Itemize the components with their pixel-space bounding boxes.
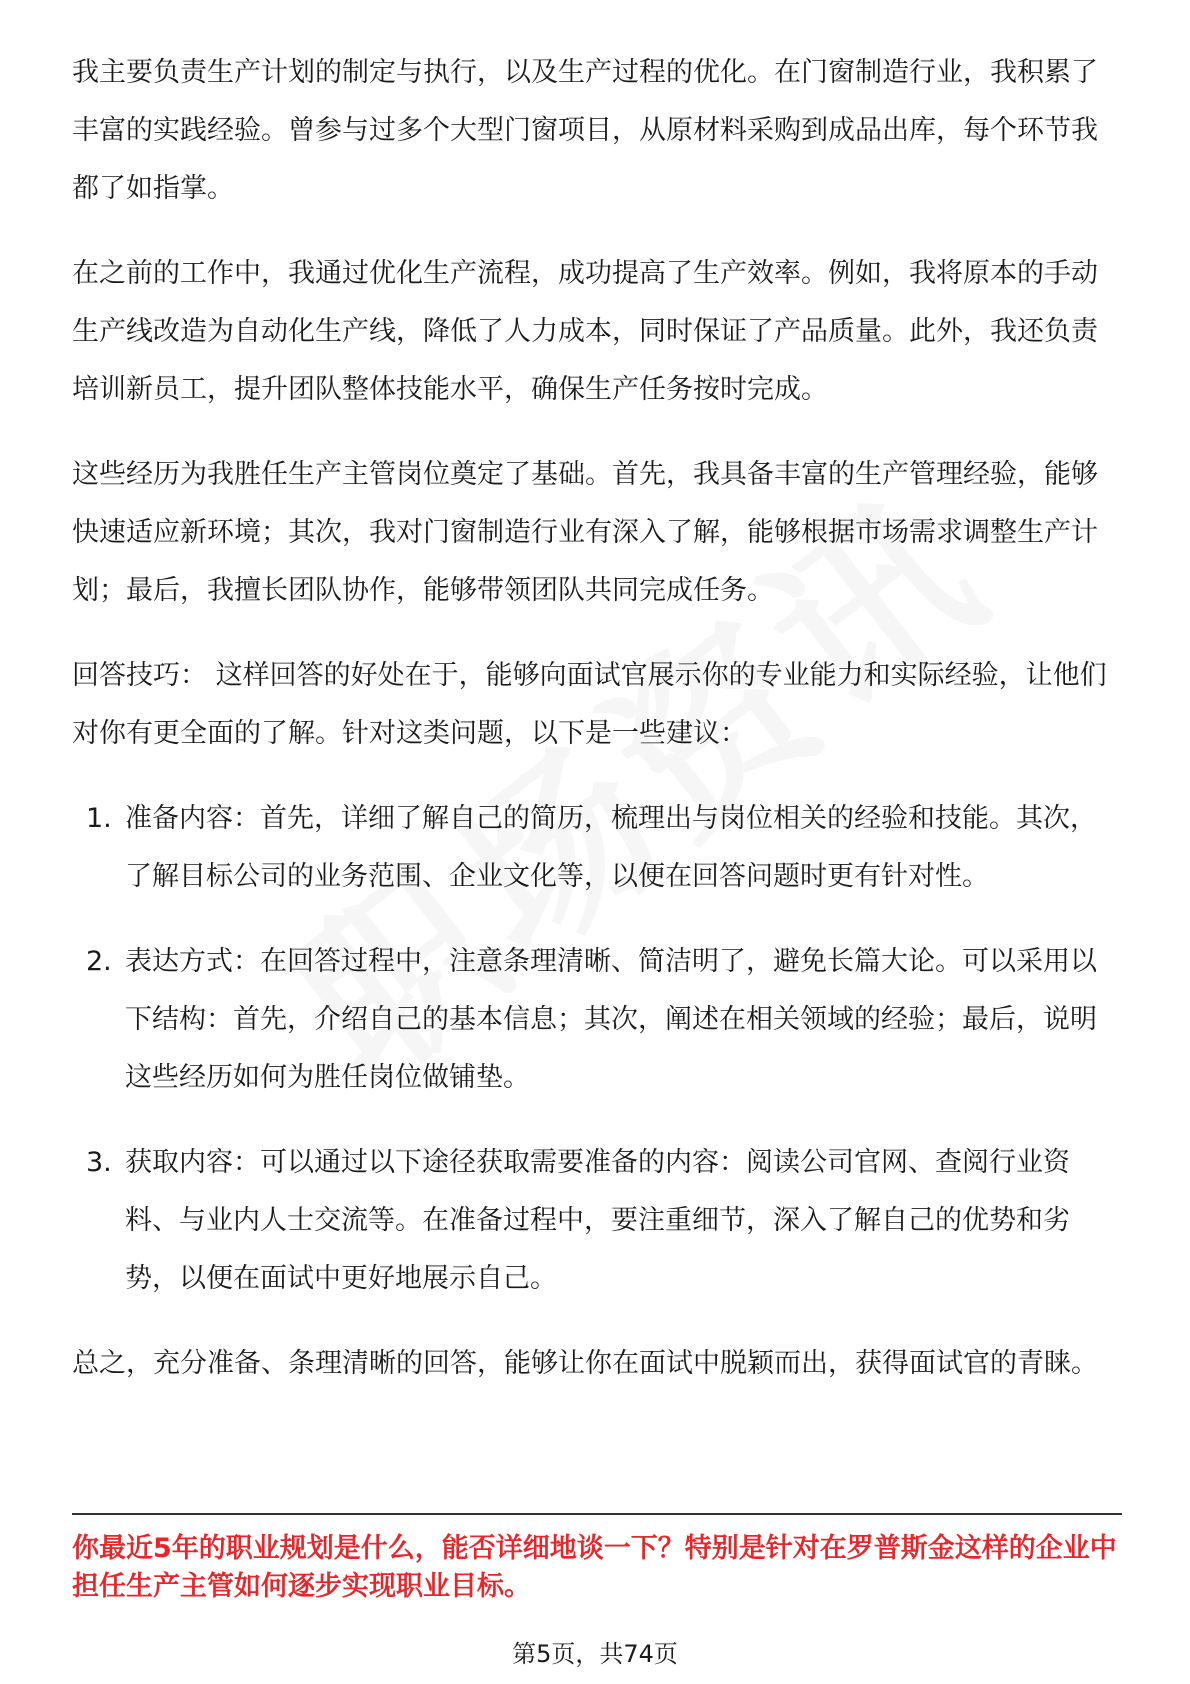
list-text: 表达方式：在回答过程中，注意条理清晰、简洁明了，避免长篇大论。可以采用以下结构：首先，介绍自己的基本信息；其次，阐述在相关领域的经验；最后，说明这些经历如何为胜任岗位做铺垫。 [125,946,1097,1093]
page-footer: 第5页，共74页 [512,1640,678,1668]
list-text: 获取内容：可以通过以下途径获取需要准备的内容：阅读公司官网、查阅行业资料、与业内人士交流等。在准备过程中，要注重细节，深入了解自己的优势和劣势，以便在面试中更好地展示自己。 [125,1147,1070,1294]
list-item [72,933,1122,1107]
list-item [72,1134,1122,1308]
list-number: 1. [86,803,112,834]
list-item [72,790,1122,906]
tips-list [72,790,1122,1308]
list-text: 准备内容：首先，详细了解自己的简历，梳理出与岗位相关的经验和技能。其次，了解目标公司的业务范围、企业文化等，以便在回答问题时更有针对性。 [125,803,1097,892]
paragraph-summary: 总之，充分准备、条理清晰的回答，能够让你在面试中脱颖而出，获得面试官的青睐。 [72,1348,1098,1379]
paragraph-experience: 我主要负责生产计划的制定与执行，以及生产过程的优化。在门窗制造行业，我积累了丰富的实践经验。曾参与过多个大型门窗项目，从原材料采购到成品出库，每个环节我都了如指掌。 [72,57,1098,204]
document-body [72,44,1122,1420]
list-number: 3. [86,1147,112,1178]
list-number: 2. [86,946,112,977]
section-divider [72,1513,1122,1515]
next-question-heading: 你最近5年的职业规划是什么，能否详细地谈一下？特别是针对在罗普斯金这样的企业中担任生产主管如何逐步实现职业目标。 [72,1533,1117,1602]
paragraph-achievements: 在之前的工作中，我通过优化生产流程，成功提高了生产效率。例如，我将原本的手动生产线改造为自动化生产线，降低了人力成本，同时保证了产品质量。此外，我还负责培训新员工，提升团队整体技能水平，确保生产任务按时完成。 [72,258,1098,405]
paragraph-qualification: 这些经历为我胜任生产主管岗位奠定了基础。首先，我具备丰富的生产管理经验，能够快速适应新环境；其次，我对门窗制造行业有深入了解，能够根据市场需求调整生产计划；最后，我擅长团队协作，能够带领团队共同完成任务。 [72,459,1098,606]
paragraph-answer-tips: 回答技巧： 这样回答的好处在于，能够向面试官展示你的专业能力和实际经验，让他们对你有更全面的了解。针对这类问题，以下是一些建议： [72,660,1107,749]
